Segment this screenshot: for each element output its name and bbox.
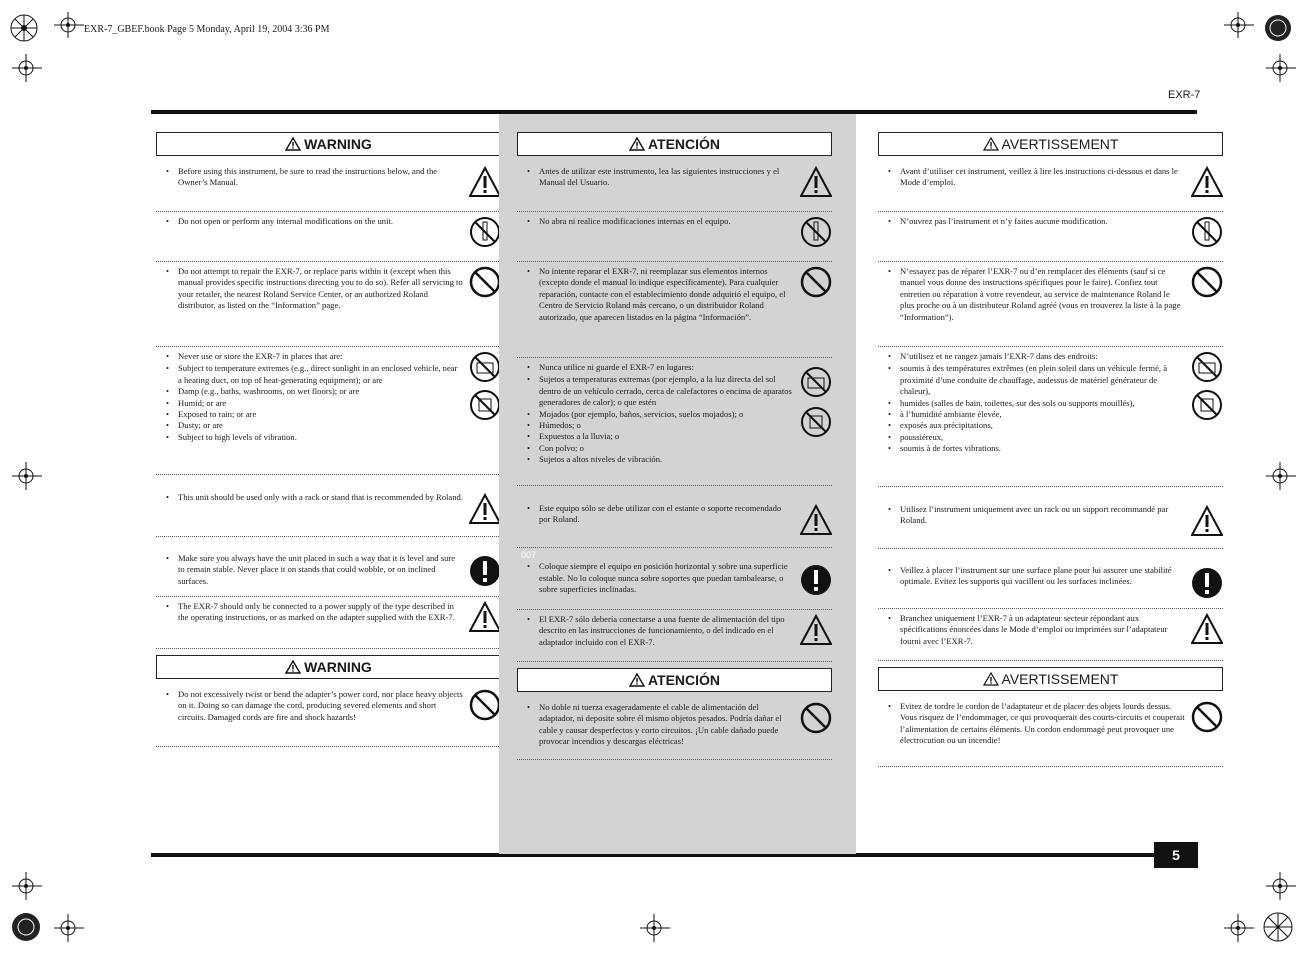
warning-triangle-icon <box>1191 613 1223 645</box>
crosshair-mark-icon <box>54 12 84 38</box>
warning-item: • This unit should be used only with a rack or stand that is recommended by Roland. <box>156 475 501 537</box>
no-heat-icon <box>1191 351 1223 383</box>
warning-heading: ATENCIÓN <box>517 132 832 156</box>
page-number: 5 <box>1154 842 1198 868</box>
registration-mark-icon <box>0 910 40 944</box>
warning-item: • Do not excessively twist or bend the adapter’s power cord, nor place heavy objects on it. Doing so can damage the cord, producing severed elements and short circuits. Damaged cords are fire and shock hazards! <box>156 685 501 747</box>
crosshair-mark-icon <box>12 54 42 82</box>
warning-item: • Evitez de tordre le cordon de l’adaptateur et de placer des objets lourds dessus. Vous risquez de l’endommager, ce qui provoquerait des courts-circuits et couperait l’alimentation de certains éléments. Un cordon endommagé peut provoquer une électrocution ou un incendie! <box>878 697 1223 767</box>
crosshair-mark-icon <box>1266 54 1296 82</box>
warning-item: • No abra ni realice modificaciones internas en el equipo. <box>517 212 832 262</box>
warning-item: • Do not open or perform any internal modifications on the unit. <box>156 212 501 262</box>
warning-triangle-icon <box>469 601 501 633</box>
warning-item: • Before using this instrument, be sure to read the instructions below, and the Owner’s Manual. <box>156 162 501 212</box>
warning-triangle-icon <box>983 672 999 686</box>
warning-item-places: • N’utilisez et ne rangez jamais l’EXR-7 dans des endroits: • soumis à des températures extrêmes (en plein soleil dans un véhicule fermé, à proximité d’une conduite de chauffage, audessus de matériel générateur de chaleur), • humides (salles de bain, toilettes, sur des sols ou supports mouillés), • à l’humidité ambiante élevée, • exposés aux précipitations, • poussiéreux, • soumis à de fortes vibrations. <box>878 347 1223 487</box>
column-french <box>872 114 1229 854</box>
warning-item: • Avant d’utiliser cet instrument, veillez à lire les instructions ci-dessous et dans le Mode d’emploi. <box>878 162 1223 212</box>
no-heat-icon <box>800 366 832 398</box>
warning-triangle-icon <box>285 660 301 674</box>
model-name: EXR-7 <box>1168 89 1201 101</box>
crosshair-mark-icon <box>1266 462 1296 490</box>
column-spanish <box>499 114 856 854</box>
warning-item: • Veillez à placer l’instrument sur une surface plane pour lui assurer une stabilité optimale. Evitez les supports qui vacillent ou les surfaces inclinées. <box>878 549 1223 609</box>
warning-item: • N’ouvrez pas l’instrument et n’y faites aucune modification. <box>878 212 1223 262</box>
warning-heading: ATENCIÓN <box>517 668 832 692</box>
no-heat-icon <box>469 351 501 383</box>
no-disassemble-icon <box>469 216 501 248</box>
prohibited-circle-icon <box>1191 701 1223 733</box>
warning-heading: WARNING <box>156 655 501 679</box>
print-line: EXR-7_GBEF.book Page 5 Monday, April 19, 2004 3:36 PM <box>84 24 330 35</box>
crosshair-mark-icon <box>12 872 42 900</box>
warning-item: • Antes de utilizar este instrumento, lea las siguientes instrucciones y el Manual del Usuario. <box>517 162 832 212</box>
places-list: • soumis à des températures extrêmes (en plein soleil dans un véhicule fermé, à proximité d’une conduite de chauffage, audessus de matériel générateur de chaleur), • humides (salles de bain, toilettes, sur des sols ou supports mouillés), • à l’humidité ambiante élevée, • exposés aux précipitations, • poussiéreux, • soumis à de fortes vibrations. <box>888 363 1185 454</box>
no-water-icon <box>1191 389 1223 421</box>
warning-item: • Utilisez l’instrument uniquement avec un rack ou un support recommandé par Roland. <box>878 487 1223 549</box>
warning-item: • El EXR-7 sólo debería conectarse a una fuente de alimentación del tipo descrito en las instrucciones de funcionamiento, o del indicado en el adaptador incluido con el EXR-7. <box>517 610 832 662</box>
places-list: • Subject to temperature extremes (e.g., direct sunlight in an enclosed vehicle, near a heating duct, on top of heat-generating equipment); or are • Damp (e.g., baths, washrooms, on wet floors); or are • Humid; or are • Exposed to rain; or are • Dusty; or are • Subject to high levels of vibration. <box>166 363 463 443</box>
warning-triangle-icon <box>469 166 501 198</box>
warning-triangle-icon <box>629 673 645 687</box>
warning-heading: AVERTISSEMENT <box>878 132 1223 156</box>
mandatory-exclamation-icon <box>469 555 501 587</box>
crosshair-mark-icon <box>1224 914 1254 942</box>
warning-triangle-icon <box>983 137 999 151</box>
warning-heading: AVERTISSEMENT <box>878 667 1223 691</box>
warning-triangle-icon <box>800 504 832 536</box>
warning-triangle-icon <box>1191 505 1223 537</box>
warning-item-places: • Never use or store the EXR-7 in places that are: • Subject to temperature extremes (e.g., direct sunlight in an enclosed vehicle, near a heating duct, on top of heat-generating equipment); or are • Damp (e.g., baths, washrooms, on wet floors); or are • Humid; or are • Exposed to rain; or are • Dusty; or are • Subject to high levels of vibration. <box>156 347 501 475</box>
warning-triangle-icon <box>285 137 301 151</box>
warning-item: • Branchez uniquement l’EXR-7 à un adaptateur secteur répondant aux spécifications énoncées dans le Mode d’emploi ou imprimées sur l’adaptateur fourni avec l’EXR-7. <box>878 609 1223 661</box>
prohibited-circle-icon <box>800 702 832 734</box>
mandatory-exclamation-icon <box>800 564 832 596</box>
warning-item: • Make sure you always have the unit placed in such a way that it is level and sure to remain stable. Never place it on stands that could wobble, or on inclined surfaces. <box>156 537 501 597</box>
warning-heading: WARNING <box>156 132 501 156</box>
warning-triangle-icon <box>800 166 832 198</box>
warning-item: • No doble ni tuerza exageradamente el cable de alimentación del adaptador, ni deposite sobre él mismo objetos pesados. Podría dañar el cable y causar desperfectos y corto circuitos. ¡Un cable dañado puede provocar incendios y descargas eléctricas! <box>517 698 832 760</box>
warning-triangle-icon <box>469 493 501 525</box>
registration-mark-icon <box>1262 12 1298 44</box>
prohibited-circle-icon <box>469 266 501 298</box>
warning-triangle-icon <box>1191 166 1223 198</box>
no-water-icon <box>469 389 501 421</box>
crosshair-mark-icon <box>1224 12 1254 38</box>
prohibited-circle-icon <box>800 266 832 298</box>
column-english <box>150 114 507 854</box>
prohibited-circle-icon <box>469 689 501 721</box>
registration-mark-icon <box>1262 910 1298 944</box>
warning-item: • Do not attempt to repair the EXR-7, or replace parts within it (except when this manual provides specific instructions directing you to do so). Refer all servicing to your retailer, the nearest Roland Service Center, or an authorized Roland distributor, as listed on the “Information” page. <box>156 262 501 347</box>
mandatory-exclamation-icon <box>1191 567 1223 599</box>
crosshair-mark-icon <box>1266 872 1296 900</box>
warning-item: • The EXR-7 should only be connected to a power supply of the type described in the operating instructions, or as marked on the adapter supplied with the EXR-7. <box>156 597 501 649</box>
warning-triangle-icon <box>629 137 645 151</box>
crosshair-mark-icon <box>12 462 42 490</box>
no-disassemble-icon <box>800 216 832 248</box>
no-disassemble-icon <box>1191 216 1223 248</box>
places-list: • Sujetos a temperaturas extremas (por ejemplo, a la luz directa del sol dentro de un vehículo cerrado, cerca de calefactores o encima de aparatos generadores de calor); o que estén • Mojados (por ejemplo, baños, servicios, suelos mojados); o • Húmedos; o • Expuestos a la lluvia; o • Con polvo; o • Sujetos a altos niveles de vibración. <box>527 374 794 465</box>
crosshair-mark-icon <box>640 914 670 942</box>
warning-item: • Este equipo sólo se debe utilizar con el estante o soporte recomendado por Roland. <box>517 486 832 548</box>
warning-triangle-icon <box>800 614 832 646</box>
warning-item-places: • Nunca utilice ni guarde el EXR-7 en lugares: • Sujetos a temperaturas extremas (por ejemplo, a la luz directa del sol dentro de un vehículo cerrado, cerca de calefactores o encima de aparatos generadores de calor); o que estén • Mojados (por ejemplo, baños, servicios, suelos mojados); o • Húmedos; o • Expuestos a la lluvia; o • Con polvo; o • Sujetos a altos niveles de vibración. <box>517 358 832 486</box>
item-code: 007 <box>521 550 537 560</box>
crosshair-mark-icon <box>54 914 84 942</box>
no-water-icon <box>800 406 832 438</box>
warning-item: • N’essayez pas de réparer l’EXR-7 ou d’en remplacer des éléments (sauf si ce manuel vous donne des instructions spécifiques pour le faire). Confiez tout entretien ou réparation à votre revendeur, au service de maintenance Roland le plus proche ou à un distributeur Roland agréé (vous en trouverez la liste à la page “Information”). <box>878 262 1223 347</box>
prohibited-circle-icon <box>1191 266 1223 298</box>
warning-item: • No intente reparar el EXR-7, ni reemplazar sus elementos internos (excepto donde el manual lo indique específicamente). Para cualquier reparación, contacte con el establecimiento donde adquirió el equipo, el Centro de Servicio Roland más cercano, o un distribuidor Roland autorizado, que aparecen listados en la página “Información”. <box>517 262 832 358</box>
warning-item: 007 • Coloque siempre el equipo en posición horizontal y sobre una superficie estable. No lo coloque nunca sobre soportes que puedan tambalearse, o sobre superficies inclinadas. <box>517 550 832 610</box>
registration-mark-icon <box>0 12 40 44</box>
